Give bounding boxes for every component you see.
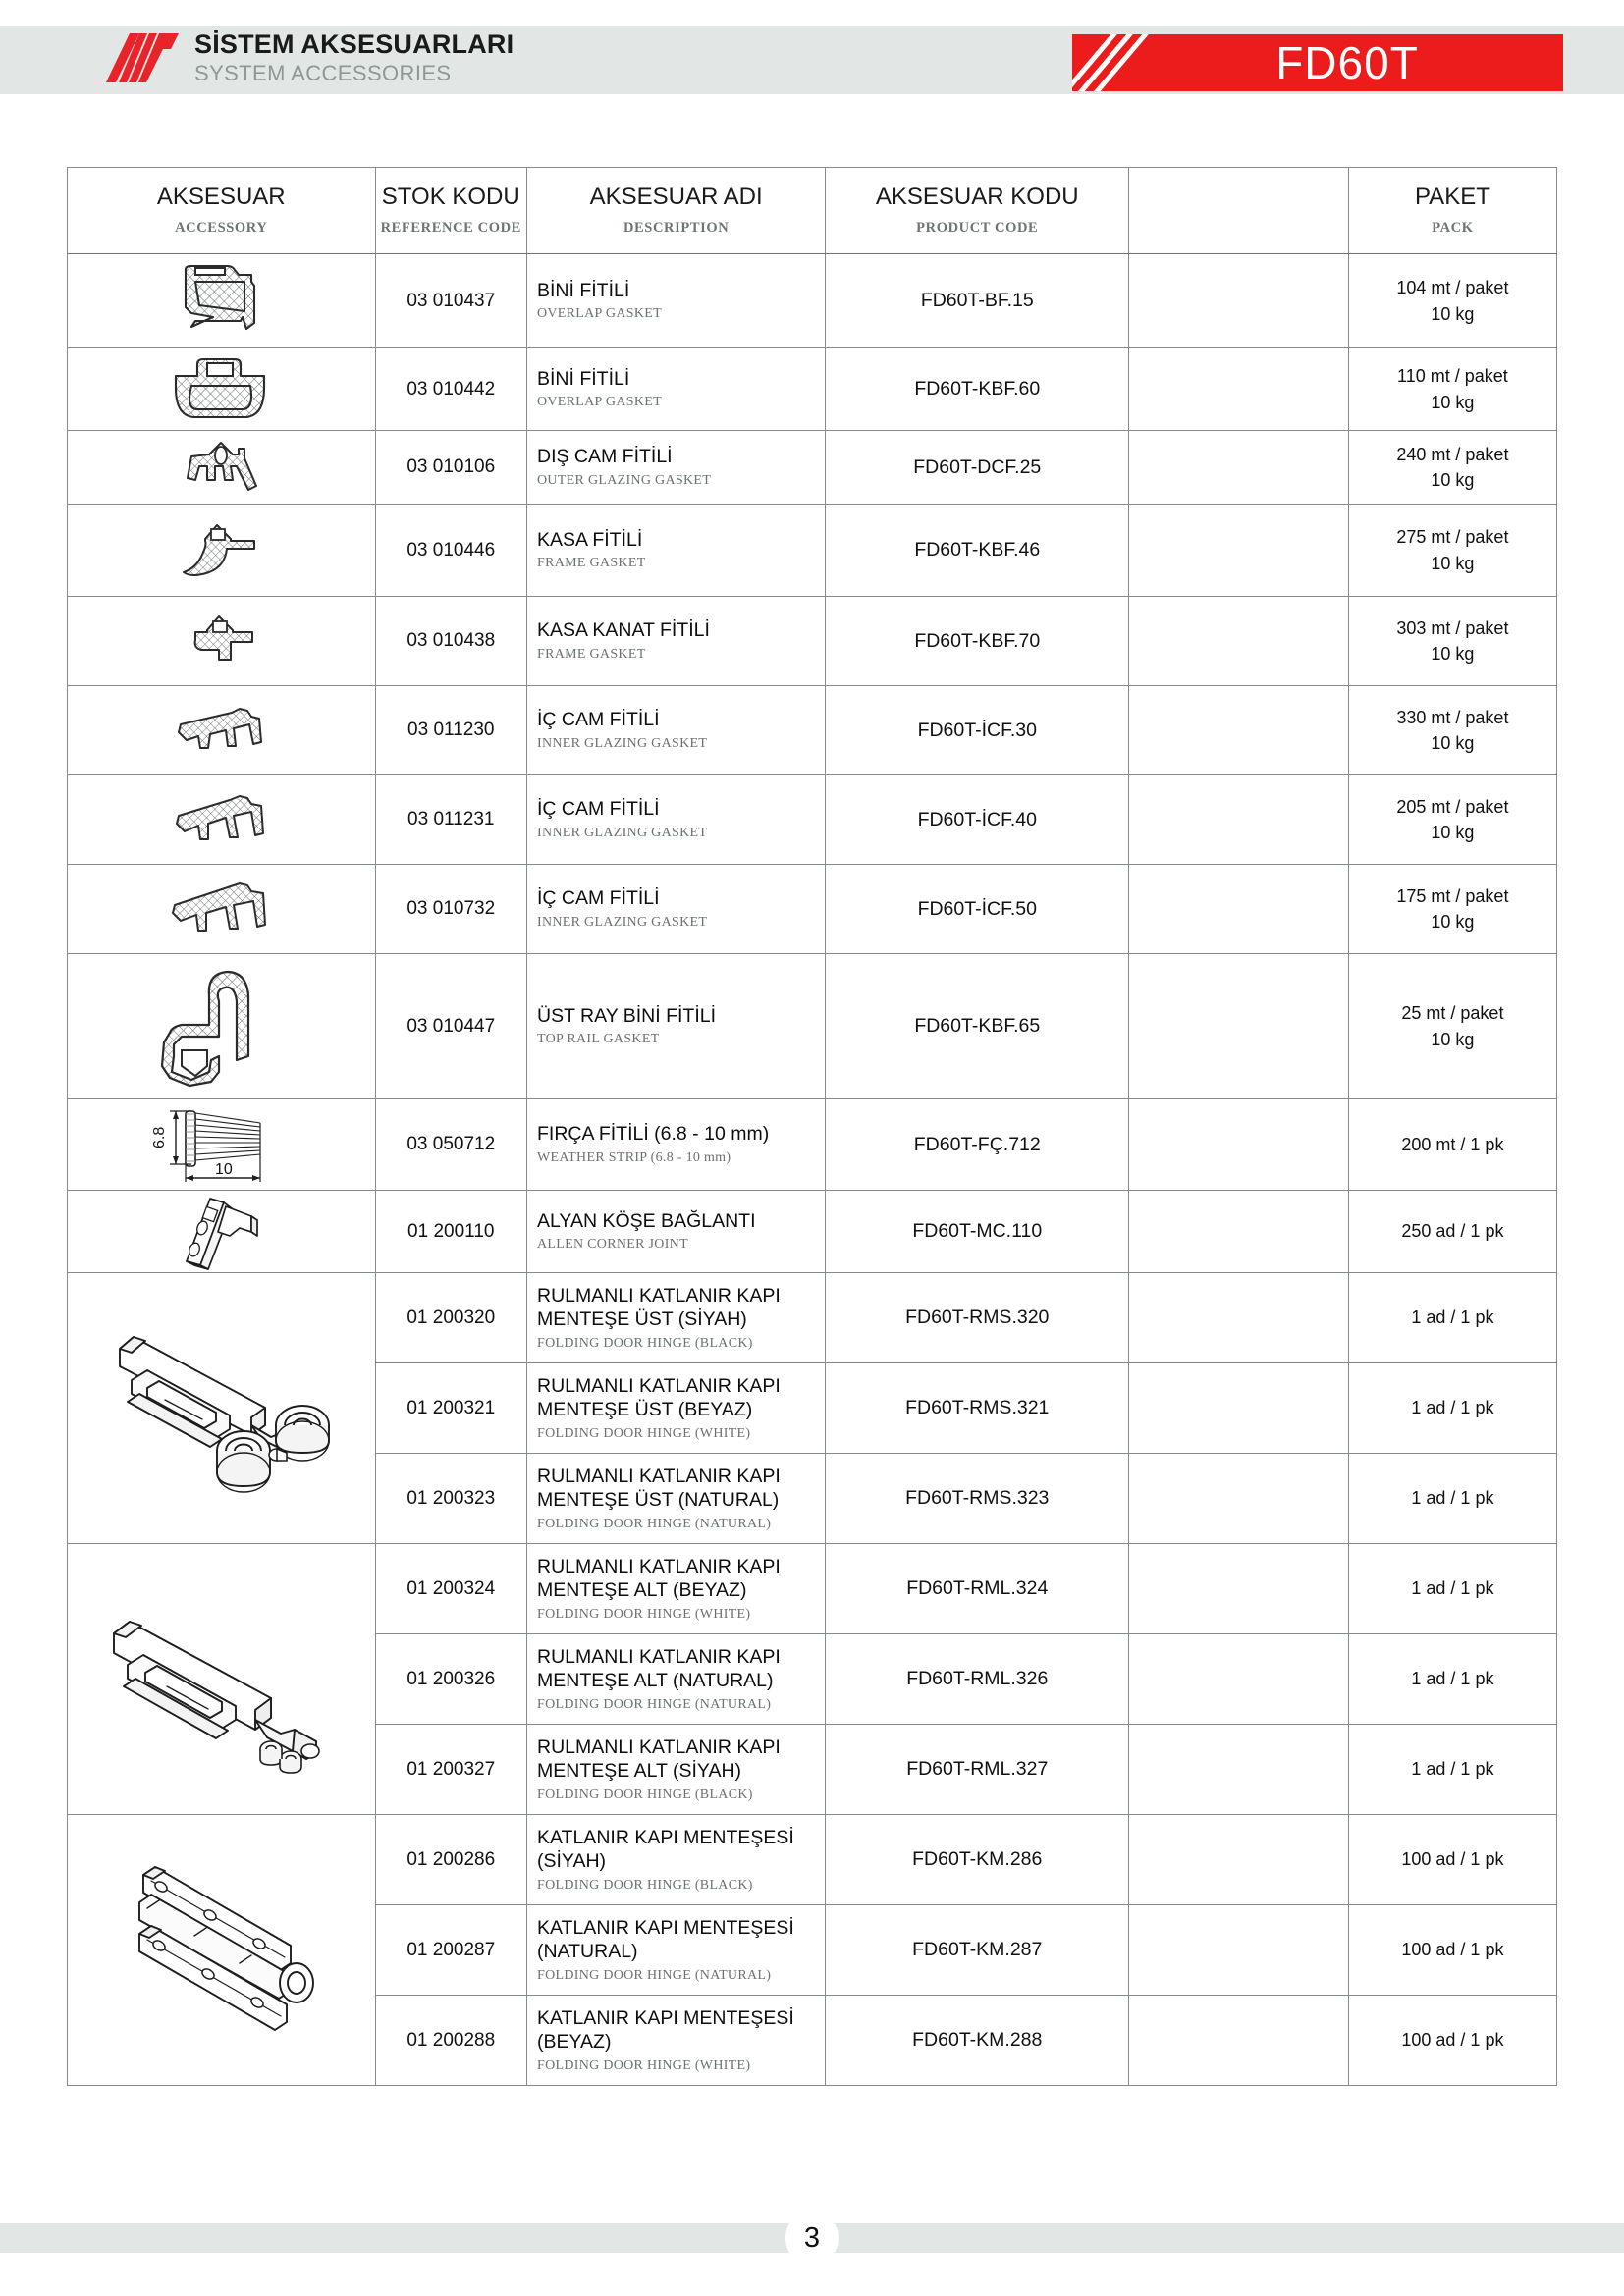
blank-cell	[1129, 505, 1349, 597]
accessory-image-cell	[68, 1099, 376, 1191]
blank-cell	[1129, 954, 1349, 1099]
description-sub: FOLDING DOOR HINGE (NATURAL)	[536, 1516, 772, 1531]
blank-cell	[1129, 775, 1349, 865]
pack-line-2: 10 kg	[1431, 553, 1475, 573]
description-sub: FOLDING DOOR HINGE (BLACK)	[536, 1877, 753, 1893]
description-cell	[526, 1273, 825, 1363]
blank-cell	[1129, 1191, 1349, 1273]
pack-line-2: 10 kg	[1431, 733, 1475, 753]
description-name: İÇ CAM FİTİLİ	[536, 887, 660, 910]
description-name-2: (SİYAH)	[536, 1850, 607, 1873]
table-row	[68, 954, 1557, 1099]
table-row	[68, 254, 1557, 348]
accessory-image-cell	[68, 1815, 376, 2086]
description-cell	[526, 775, 825, 865]
description-cell	[526, 1099, 825, 1191]
accessory-image-cell	[68, 597, 376, 686]
description-cell	[526, 865, 825, 954]
description-name: RULMANLI KATLANIR KAPI	[536, 1645, 781, 1668]
reference-code: 01 200327	[375, 1725, 526, 1815]
blank-cell	[1129, 597, 1349, 686]
accessory-image-cell	[68, 775, 376, 865]
description-name: KATLANIR KAPI MENTEŞESİ	[536, 2006, 794, 2029]
product-code: FD60T-RML.324	[826, 1544, 1129, 1634]
table-row	[68, 686, 1557, 775]
reference-code: 03 010106	[375, 431, 526, 505]
description-name-2: (NATURAL)	[536, 1941, 638, 1963]
blank-cell	[1129, 1454, 1349, 1544]
description-sub: FOLDING DOOR HINGE (WHITE)	[536, 2057, 751, 2073]
pack-line-1: 175 mt / paket	[1396, 885, 1509, 906]
gasket-top-rail-icon	[154, 962, 288, 1092]
gasket-frame-70-icon	[172, 611, 270, 671]
description-name: BİNİ FİTİLİ	[536, 367, 630, 390]
accessory-image-cell	[68, 686, 376, 775]
description-name: RULMANLI KATLANIR KAPI	[536, 1735, 781, 1758]
description-cell	[526, 1454, 825, 1544]
accessory-image-cell	[68, 348, 376, 431]
description-sub: WEATHER STRIP (6.8 - 10 mm)	[536, 1149, 731, 1165]
company-logo-icon	[106, 29, 181, 86]
table-body	[68, 254, 1557, 2086]
description-cell	[526, 1363, 825, 1454]
description-sub: OVERLAP GASKET	[536, 306, 662, 322]
description-name-2: MENTEŞE ÜST (BEYAZ)	[536, 1399, 753, 1421]
table-row	[68, 775, 1557, 865]
header-main: AKSESUAR ADI	[589, 184, 763, 211]
pack-line-1: 1 ad / 1 pk	[1411, 1308, 1494, 1328]
blank-cell	[1129, 865, 1349, 954]
description-sub: TOP RAIL GASKET	[536, 1032, 660, 1047]
logo-subtitle: SYSTEM ACCESSORIES	[194, 61, 452, 85]
pack-line-2: 10 kg	[1431, 470, 1475, 490]
folding-door-hinge-bottom-icon	[98, 1557, 344, 1802]
gasket-outer-glazing-icon	[166, 437, 276, 498]
gasket-frame-46-icon	[170, 517, 272, 584]
folding-door-hinge-top-icon	[98, 1286, 344, 1531]
accessory-image-cell	[68, 1273, 376, 1544]
description-sub: OVERLAP GASKET	[536, 395, 662, 410]
column-header-pack	[1348, 168, 1556, 254]
description-name-2: (BEYAZ)	[536, 2031, 612, 2054]
pack-line-1: 275 mt / paket	[1396, 527, 1509, 548]
blank-cell	[1129, 1099, 1349, 1191]
table-row	[68, 431, 1557, 505]
description-sub: FOLDING DOOR HINGE (WHITE)	[536, 1425, 751, 1441]
reference-code: 03 011230	[375, 686, 526, 775]
gasket-overlap-kbf60-icon	[162, 354, 280, 425]
pack-line-2: 10 kg	[1431, 823, 1475, 842]
description-name: BİNİ FİTİLİ	[536, 279, 630, 301]
gasket-inner-30-icon	[165, 703, 277, 758]
pack-line-1: 100 ad / 1 pk	[1401, 1940, 1504, 1960]
table-row	[68, 348, 1557, 431]
pack-cell	[1348, 1725, 1556, 1815]
pack-cell	[1348, 1996, 1556, 2086]
column-header-accessory	[68, 168, 376, 254]
accessory-image-cell	[68, 505, 376, 597]
pack-cell	[1348, 254, 1556, 348]
blank-cell	[1129, 1725, 1349, 1815]
header-main: PAKET	[1414, 184, 1490, 211]
blank-cell	[1129, 1634, 1349, 1725]
header-sub: ACCESSORY	[175, 219, 268, 236]
accessory-image-cell	[68, 1544, 376, 1815]
pack-cell	[1348, 597, 1556, 686]
reference-code: 01 200110	[375, 1191, 526, 1273]
table-row	[68, 1099, 1557, 1191]
description-cell	[526, 1996, 825, 2086]
description-name: RULMANLI KATLANIR KAPI	[536, 1555, 781, 1577]
pack-line-1: 1 ad / 1 pk	[1411, 1578, 1494, 1599]
blank-cell	[1129, 686, 1349, 775]
description-sub: FOLDING DOOR HINGE (WHITE)	[536, 1606, 751, 1622]
column-header-description	[526, 168, 825, 254]
pack-line-1: 110 mt / paket	[1397, 366, 1508, 387]
pack-line-1: 205 mt / paket	[1396, 796, 1509, 817]
description-cell	[526, 1905, 825, 1996]
product-code: FD60T-KBF.46	[826, 505, 1129, 597]
pack-cell	[1348, 1905, 1556, 1996]
reference-code: 01 200286	[375, 1815, 526, 1905]
table-row	[68, 1191, 1557, 1273]
description-name: KASA KANAT FİTİLİ	[536, 619, 710, 642]
accessory-image-cell	[68, 1191, 376, 1273]
weather-strip-brush-icon	[142, 1103, 299, 1186]
brand-logo	[106, 29, 514, 86]
pack-cell	[1348, 686, 1556, 775]
reference-code: 03 010732	[375, 865, 526, 954]
description-name: RULMANLI KATLANIR KAPI	[536, 1284, 781, 1307]
pack-cell	[1348, 505, 1556, 597]
pack-line-1: 1 ad / 1 pk	[1411, 1398, 1494, 1418]
description-sub: FOLDING DOOR HINGE (NATURAL)	[536, 1696, 772, 1712]
reference-code: 03 050712	[375, 1099, 526, 1191]
page-number: 3	[803, 2221, 821, 2254]
blank-cell	[1129, 348, 1349, 431]
pack-line-1: 330 mt / paket	[1396, 707, 1509, 727]
product-title-banner	[1072, 34, 1563, 91]
description-name: İÇ CAM FİTİLİ	[536, 709, 660, 731]
description-cell	[526, 954, 825, 1099]
reference-code: 01 200323	[375, 1454, 526, 1544]
reference-code: 01 200287	[375, 1905, 526, 1996]
description-name: FIRÇA FİTİLİ (6.8 - 10 mm)	[536, 1123, 770, 1146]
pack-line-1: 100 ad / 1 pk	[1401, 1849, 1504, 1870]
table-row	[68, 1544, 1557, 1634]
product-code: FD60T-RMS.321	[826, 1363, 1129, 1454]
description-sub: OUTER GLAZING GASKET	[536, 472, 712, 488]
description-name-2: MENTEŞE ÜST (NATURAL)	[536, 1489, 780, 1512]
column-header-reference-code	[375, 168, 526, 254]
gasket-inner-50-icon	[163, 880, 279, 938]
pack-cell	[1348, 1634, 1556, 1725]
product-code: FD60T-KBF.60	[826, 348, 1129, 431]
blank-cell	[1129, 1815, 1349, 1905]
dimension-height-label: 6.8	[151, 1126, 169, 1148]
column-header-blank	[1129, 168, 1349, 254]
pack-line-2: 10 kg	[1431, 392, 1475, 412]
pack-cell	[1348, 1191, 1556, 1273]
blank-cell	[1129, 1996, 1349, 2086]
pack-cell	[1348, 1544, 1556, 1634]
blank-cell	[1129, 254, 1349, 348]
banner-stripes-decor	[1072, 34, 1200, 91]
reference-code: 03 010446	[375, 505, 526, 597]
product-code: FD60T-RMS.320	[826, 1273, 1129, 1363]
pack-line-2: 10 kg	[1431, 912, 1475, 932]
description-name: ALYAN KÖŞE BAĞLANTI	[536, 1209, 756, 1232]
product-code: FD60T-İCF.50	[826, 865, 1129, 954]
description-name-2: MENTEŞE ALT (SİYAH)	[536, 1760, 742, 1783]
accessory-image-cell	[68, 865, 376, 954]
product-code: FD60T-İCF.40	[826, 775, 1129, 865]
table-header-row	[68, 168, 1557, 254]
pack-cell	[1348, 1815, 1556, 1905]
description-cell	[526, 597, 825, 686]
header-main: STOK KODU	[381, 184, 520, 211]
pack-line-2: 10 kg	[1431, 1029, 1475, 1049]
header-sub: REFERENCE CODE	[380, 219, 521, 236]
product-code: FD60T-BF.15	[826, 254, 1129, 348]
description-name: RULMANLI KATLANIR KAPI	[536, 1374, 781, 1397]
table-row	[68, 1815, 1557, 1905]
reference-code: 03 010437	[375, 254, 526, 348]
allen-corner-joint-icon	[167, 1193, 275, 1271]
description-cell	[526, 1544, 825, 1634]
description-sub: FOLDING DOOR HINGE (NATURAL)	[536, 1967, 772, 1983]
description-sub: INNER GLAZING GASKET	[536, 825, 708, 840]
pack-line-1: 1 ad / 1 pk	[1411, 1488, 1494, 1509]
gasket-inner-40-icon	[165, 792, 277, 847]
description-cell	[526, 505, 825, 597]
blank-cell	[1129, 1273, 1349, 1363]
description-sub: FOLDING DOOR HINGE (BLACK)	[536, 1335, 753, 1351]
description-cell	[526, 1191, 825, 1273]
pack-line-2: 10 kg	[1431, 644, 1475, 664]
pack-line-1: 104 mt / paket	[1396, 278, 1509, 298]
description-name: ÜST RAY BİNİ FİTİLİ	[536, 1004, 717, 1027]
description-name-2: MENTEŞE ALT (BEYAZ)	[536, 1579, 747, 1602]
reference-code: 01 200288	[375, 1996, 526, 2086]
blank-cell	[1129, 1905, 1349, 1996]
reference-code: 01 200320	[375, 1273, 526, 1363]
product-code: FD60T-MC.110	[826, 1191, 1129, 1273]
page-number-badge	[785, 2211, 839, 2266]
gasket-overlap-bf15-icon	[156, 262, 286, 341]
product-code: FD60T-RML.327	[826, 1725, 1129, 1815]
description-name: DIŞ CAM FİTİLİ	[536, 446, 673, 468]
product-title: FD60T	[1275, 37, 1419, 88]
description-cell	[526, 1725, 825, 1815]
reference-code: 01 200324	[375, 1544, 526, 1634]
description-sub: FRAME GASKET	[536, 646, 646, 662]
description-cell	[526, 431, 825, 505]
pack-line-1: 100 ad / 1 pk	[1401, 2030, 1504, 2051]
product-code: FD60T-RML.326	[826, 1634, 1129, 1725]
accessory-image-cell	[68, 431, 376, 505]
description-sub: INNER GLAZING GASKET	[536, 735, 708, 751]
description-cell	[526, 1634, 825, 1725]
header-sub: PACK	[1432, 219, 1474, 236]
blank-cell	[1129, 431, 1349, 505]
product-code: FD60T-KBF.70	[826, 597, 1129, 686]
butt-hinge-icon	[108, 1838, 334, 2063]
product-code: FD60T-DCF.25	[826, 431, 1129, 505]
reference-code: 03 010447	[375, 954, 526, 1099]
pack-cell	[1348, 348, 1556, 431]
description-name-2: MENTEŞE ALT (NATURAL)	[536, 1670, 774, 1692]
pack-line-1: 25 mt / paket	[1401, 1003, 1504, 1024]
product-code: FD60T-RMS.323	[826, 1454, 1129, 1544]
header-sub: DESCRIPTION	[623, 219, 730, 236]
column-header-product-code	[826, 168, 1129, 254]
description-name-2: MENTEŞE ÜST (SİYAH)	[536, 1308, 747, 1331]
reference-code: 03 010438	[375, 597, 526, 686]
description-cell	[526, 254, 825, 348]
table-row	[68, 1273, 1557, 1363]
pack-line-1: 1 ad / 1 pk	[1411, 1669, 1494, 1689]
pack-cell	[1348, 1273, 1556, 1363]
product-code: FD60T-KBF.65	[826, 954, 1129, 1099]
description-sub: INNER GLAZING GASKET	[536, 914, 708, 930]
header-main: AKSESUAR KODU	[875, 184, 1079, 211]
pack-cell	[1348, 865, 1556, 954]
reference-code: 03 011231	[375, 775, 526, 865]
description-name: RULMANLI KATLANIR KAPI	[536, 1465, 781, 1487]
product-code: FD60T-İCF.30	[826, 686, 1129, 775]
accessory-image-cell	[68, 954, 376, 1099]
pack-line-1: 303 mt / paket	[1396, 617, 1509, 638]
product-code: FD60T-KM.286	[826, 1815, 1129, 1905]
description-name: İÇ CAM FİTİLİ	[536, 798, 660, 821]
pack-cell	[1348, 1099, 1556, 1191]
blank-cell	[1129, 1544, 1349, 1634]
dimension-width-label: 10	[215, 1161, 234, 1178]
description-sub: FOLDING DOOR HINGE (BLACK)	[536, 1787, 753, 1802]
description-cell	[526, 686, 825, 775]
description-name: KASA FİTİLİ	[536, 528, 643, 551]
pack-line-1: 1 ad / 1 pk	[1411, 1759, 1494, 1780]
logo-title: SİSTEM AKSESUARLARI	[194, 29, 514, 59]
reference-code: 03 010442	[375, 348, 526, 431]
product-code: FD60T-KM.287	[826, 1905, 1129, 1996]
pack-cell	[1348, 431, 1556, 505]
pack-cell	[1348, 1363, 1556, 1454]
table-row	[68, 865, 1557, 954]
accessories-table	[67, 167, 1557, 2086]
description-sub: FRAME GASKET	[536, 556, 646, 571]
table-row	[68, 505, 1557, 597]
description-cell	[526, 1815, 825, 1905]
pack-line-2: 10 kg	[1431, 303, 1475, 324]
pack-cell	[1348, 775, 1556, 865]
product-code: FD60T-FÇ.712	[826, 1099, 1129, 1191]
description-name: KATLANIR KAPI MENTEŞESİ	[536, 1826, 794, 1848]
description-name: KATLANIR KAPI MENTEŞESİ	[536, 1916, 794, 1939]
pack-line-1: 240 mt / paket	[1396, 444, 1509, 464]
table-row	[68, 597, 1557, 686]
product-code: FD60T-KM.288	[826, 1996, 1129, 2086]
reference-code: 01 200321	[375, 1363, 526, 1454]
header-main: AKSESUAR	[156, 184, 286, 211]
pack-cell	[1348, 1454, 1556, 1544]
pack-cell	[1348, 954, 1556, 1099]
description-cell	[526, 348, 825, 431]
pack-line-1: 250 ad / 1 pk	[1401, 1221, 1504, 1242]
blank-cell	[1129, 1363, 1349, 1454]
description-sub: ALLEN CORNER JOINT	[536, 1237, 688, 1253]
reference-code: 01 200326	[375, 1634, 526, 1725]
header-sub: PRODUCT CODE	[916, 219, 1039, 236]
accessory-image-cell	[68, 254, 376, 348]
pack-line-1: 200 mt / 1 pk	[1401, 1134, 1504, 1154]
